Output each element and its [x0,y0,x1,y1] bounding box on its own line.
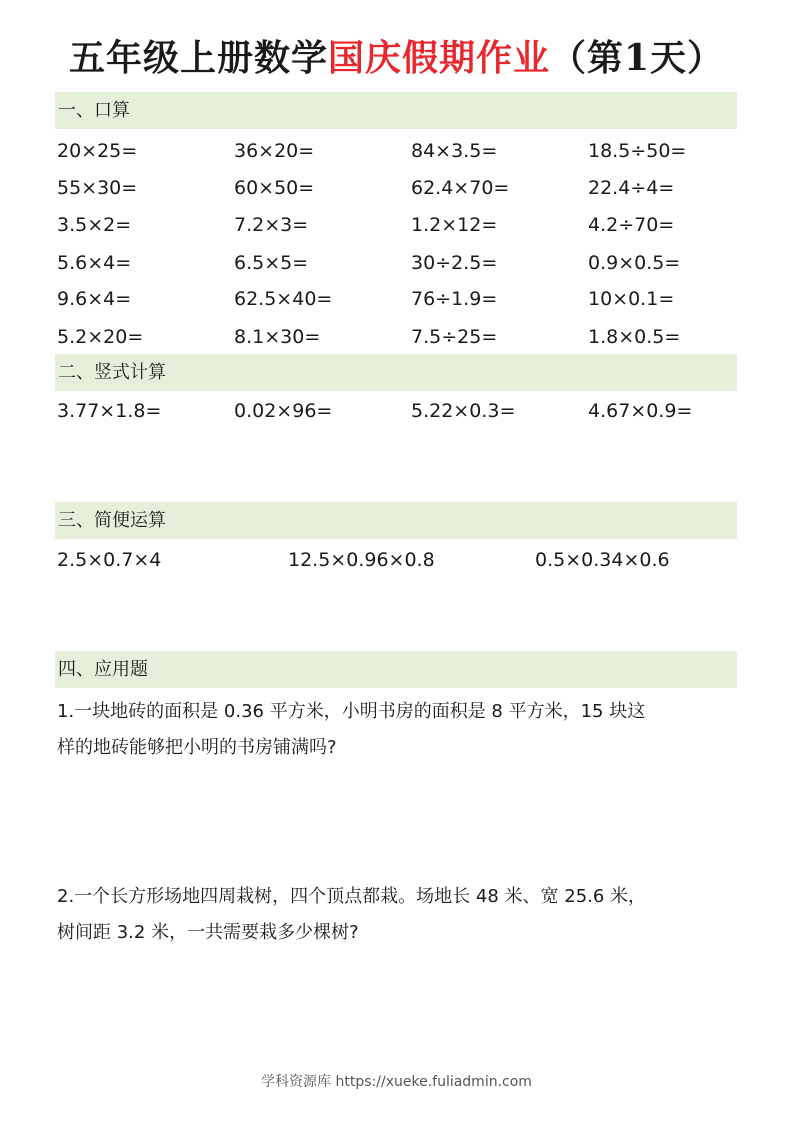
oral-item: 60×50= [234,177,315,199]
title-part-3: （第1天） [549,37,725,79]
vertical-item: 0.02×96= [234,400,333,422]
oral-item: 55×30= [57,177,138,199]
oral-item: 9.6×4= [57,288,132,310]
oral-item: 84×3.5= [411,140,498,162]
vertical-row [57,396,747,426]
oral-item: 10×0.1= [588,288,675,310]
section-heading-oral: 一、口算 [55,92,737,129]
problem-line: 1.一块地砖的面积是 0.36 平方米，小明书房的面积是 8 平方米，15 块这 [57,701,646,722]
problem-line: 2.一个长方形场地四周栽树，四个顶点都栽。场地长 48 米、宽 25.6 米， [57,886,647,907]
oral-item: 0.9×0.5= [588,252,681,274]
oral-item: 30÷2.5= [411,252,498,274]
simple-item: 2.5×0.7×4 [57,549,162,571]
oral-row [57,284,747,314]
oral-item: 6.5×5= [234,252,309,274]
footer-watermark: 学科资源库 https://xueke.fuliadmin.com [261,1074,532,1090]
oral-item: 36×20= [234,140,315,162]
simple-item: 12.5×0.96×0.8 [288,549,435,571]
simple-row [57,545,747,575]
section-heading-vertical: 二、竖式计算 [55,354,737,391]
oral-item: 20×25= [57,140,138,162]
page-title [0,30,793,81]
oral-item: 22.4÷4= [588,177,675,199]
oral-row [57,322,747,352]
oral-item: 1.2×12= [411,214,498,236]
oral-item: 7.5÷25= [411,326,498,348]
oral-item: 62.5×40= [234,288,333,310]
oral-row [57,210,747,240]
word-problem-1 [57,694,747,766]
vertical-item: 3.77×1.8= [57,400,162,422]
section-heading-simple: 三、简便运算 [55,502,737,539]
section-heading-word: 四、应用题 [55,651,737,688]
oral-item: 62.4×70= [411,177,510,199]
simple-item: 0.5×0.34×0.6 [535,549,670,571]
oral-item: 1.8×0.5= [588,326,681,348]
oral-item: 18.5÷50= [588,140,687,162]
oral-item: 5.2×20= [57,326,144,348]
oral-item: 5.6×4= [57,252,132,274]
problem-line: 样的地砖能够把小明的书房铺满吗? [57,737,337,758]
oral-item: 7.2×3= [234,214,309,236]
problem-line: 树间距 3.2 米，一共需要栽多少棵树? [57,922,359,943]
vertical-item: 5.22×0.3= [411,400,516,422]
oral-row [57,173,747,203]
word-problem-2 [57,879,747,951]
title-part-2: 国庆假期作业 [327,37,550,79]
oral-row [57,248,747,278]
oral-row [57,136,747,166]
oral-item: 8.1×30= [234,326,321,348]
title-part-1: 五年级上册数学 [68,37,328,79]
vertical-item: 4.67×0.9= [588,400,693,422]
oral-item: 4.2÷70= [588,214,675,236]
oral-item: 76÷1.9= [411,288,498,310]
oral-item: 3.5×2= [57,214,132,236]
